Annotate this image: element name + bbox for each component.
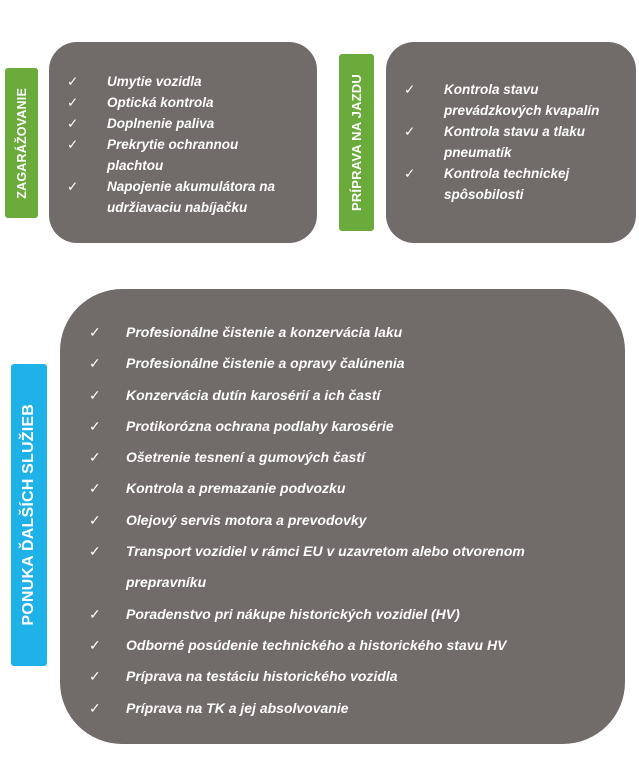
services-section-label [11,364,47,666]
list-item: ✓ Napojenie akumulátora na udržiavaciu nabíjačku [67,176,312,218]
list-item: ✓ Optická kontrola [67,92,312,113]
list-item: ✓ Protikorózna ochrana podlahy karosérie [89,411,619,442]
check-icon: ✓ [89,324,101,340]
check-icon: ✓ [67,116,79,131]
check-icon: ✓ [89,511,101,528]
check-icon: ✓ [404,82,416,97]
list-item: ✓ Kontrola stavu prevádzkových kvapalín [404,79,634,121]
check-icon: ✓ [67,137,79,152]
check-icon: ✓ [404,166,416,181]
check-icon: ✓ [404,124,416,139]
services-panel [60,289,625,744]
list-item: ✓ Ošetrenie tesnení a gumových častí [89,442,619,473]
check-icon: ✓ [67,95,79,110]
list-item: ✓ Kontrola technickej spôsobilosti [404,163,634,205]
list-item: ✓ Kontrola stavu a tlaku pneumatík [404,121,634,163]
garage-list [67,71,312,218]
list-item: ✓ Doplnenie paliva [67,113,312,134]
list-item: ✓ Umytie vozidla [67,71,312,92]
list-item: ✓ Poradenstvo pri nákupe historických vozidiel (HV) [89,599,619,630]
check-icon: ✓ [89,668,101,685]
list-item: ✓ Profesionálne čistenie a konzervácia laku [89,317,619,348]
check-icon: ✓ [67,179,79,194]
check-icon: ✓ [89,449,101,466]
check-icon: ✓ [67,74,79,89]
list-item: ✓ Príprava na TK a jej absolvovanie [89,693,619,724]
prep-panel [386,42,636,243]
check-icon: ✓ [89,605,101,622]
list-item: ✓ Prekrytie ochrannou plachtou [67,134,312,176]
list-item: ✓ Transport vozidiel v rámci EU v uzavretom alebo otvorenom prepravníku [89,536,619,599]
list-item: ✓ Profesionálne čistenie a opravy čalúnenia [89,348,619,379]
list-item: ✓ Odborné posúdenie technického a historického stavu HV [89,630,619,661]
check-icon: ✓ [89,417,101,434]
list-item: ✓ Kontrola a premazanie podvozku [89,473,619,504]
list-item: ✓ Olejový servis motora a prevodovky [89,505,619,536]
list-item: ✓ Príprava na testáciu historického vozidla [89,661,619,692]
check-icon: ✓ [89,480,101,497]
garage-section-label-text: ZAGARÁŽOVANIE [14,87,29,199]
garage-panel [49,42,317,243]
garage-section-label [5,68,38,218]
prep-list [404,79,634,205]
list-item: ✓ Konzervácia dutín karosérií a ich častí [89,380,619,411]
check-icon: ✓ [89,386,101,403]
check-icon: ✓ [89,699,101,716]
check-icon: ✓ [89,355,101,372]
services-section-label-text: PONUKA ĎALŠÍCH SLUŽIEB [20,404,37,626]
services-list [89,317,619,724]
prep-section-label [339,54,374,231]
check-icon: ✓ [89,543,101,560]
check-icon: ✓ [89,636,101,653]
prep-section-label-text: PRÍPRAVA NA JAZDU [349,73,364,212]
